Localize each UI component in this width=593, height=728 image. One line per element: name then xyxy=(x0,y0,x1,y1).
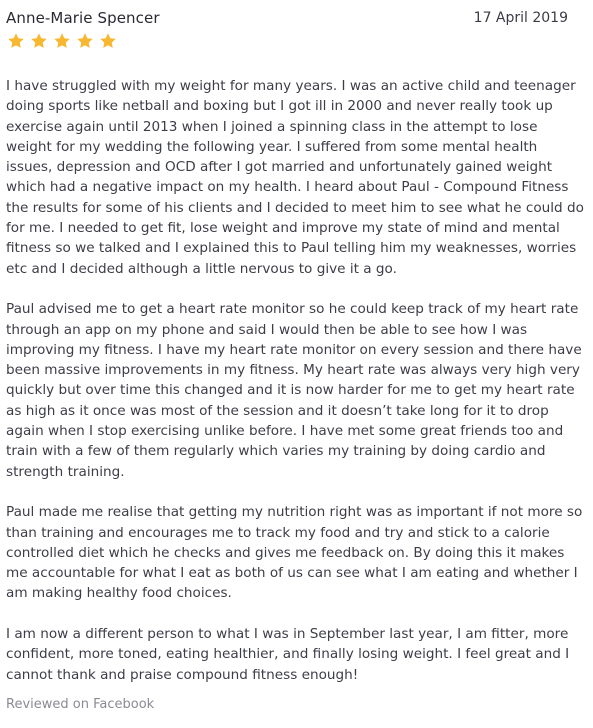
star-icon xyxy=(7,32,25,50)
star-icon xyxy=(53,32,71,50)
review-paragraph: I am now a different person to what I was in September last year, I am fitter, more confident, more toned, eating healthier, and finally losing weight. I feel great and I cannot thank and praise compound fitness enough! xyxy=(6,626,570,683)
review-paragraph: I have struggled with my weight for many years. I was an active child and teenager doing sports like netball and boxing but I got ill in 2000 and never really took up exercise again until 2013 when I joined a spinning class in the attempt to lose weight for my wedding the following year. I suffered from some mental health issues, depression and OCD after I got married and unfortunately gained weight which had a negative impact on my health. I heard about Paul - Compound Fitness the results for some of his clients and I decided to meet him to see what he could do for me. I needed to get fit, lose weight and improve my state of mind and mental fitness so we talked and I explained this to Paul telling him my weaknesses, worries etc and I decided although a little nervous to give it a go. xyxy=(6,78,584,277)
review-paragraph: Paul advised me to get a heart rate monitor so he could keep track of my heart rate through an app on my phone and said I would then be able to see how I was improving my fitness. I have my heart rate monitor on every session and there have been massive improvements in my fitness. My heart rate was always very high very quickly but over time this changed and it is now harder for me to get my heart rate as high as it once was most of the session and it doesn’t take long for it to drop again when I stop exercising unlike before. I have met some great friends too and train with a few of them regularly which varies my training by doing cardio and strength training. xyxy=(6,301,582,480)
review-text xyxy=(6,76,584,705)
review-date: 17 April 2019 xyxy=(473,10,568,26)
review-paragraph: Paul made me realise that getting my nutrition right was as important if not more so than training and encourages me to track my food and try and stick to a calorie controlled diet which he checks and gives me feedback on. By doing this it makes me accountable for what I eat as both of us can see what I am eating and whether I am making healthy food choices. xyxy=(6,504,583,602)
review-card xyxy=(6,0,588,728)
review-header xyxy=(6,8,568,30)
star-rating xyxy=(7,32,122,52)
review-source: Reviewed on Facebook xyxy=(6,697,155,712)
star-icon xyxy=(99,32,117,50)
star-icon xyxy=(30,32,48,50)
reviewer-name: Anne-Marie Spencer xyxy=(6,9,160,27)
star-icon xyxy=(76,32,94,50)
